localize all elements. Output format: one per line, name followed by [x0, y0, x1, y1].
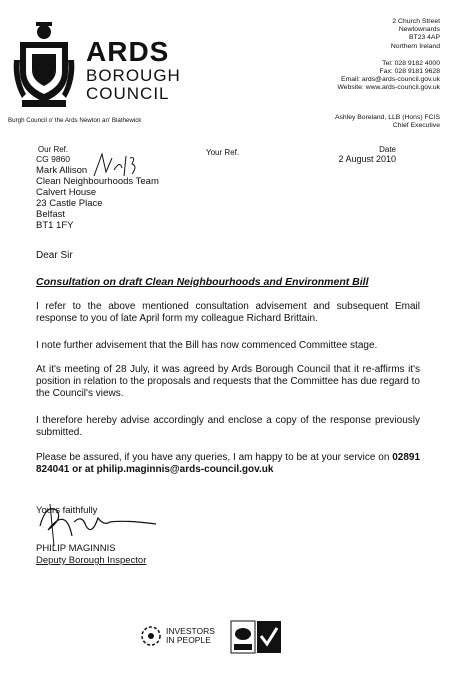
council-email[interactable]: Email: ards@ards-council.gov.uk: [341, 76, 440, 84]
council-address-block: [240, 18, 440, 93]
our-ref-label: Our Ref.: [37, 145, 69, 154]
investors-in-people-logo: [140, 625, 215, 647]
signatory-name: PHILIP MAGINNIS: [36, 543, 116, 554]
recipient-address: [36, 165, 159, 231]
our-ref-value: CG 9860: [36, 153, 71, 164]
date-value: 2 August 2010: [338, 153, 396, 164]
recipient-line: Belfast: [36, 209, 66, 220]
our-ref-block: [36, 146, 70, 163]
closing-paragraph-text: Please be assured, if you have any queries, I am happy to be at your service on: [36, 452, 390, 463]
date-label: Date: [379, 145, 396, 154]
recipient-line: Mark Allison: [36, 165, 88, 176]
chief-executive-title: Chief Executive: [392, 122, 440, 130]
body-paragraph: I therefore hereby advise accordingly and enclose a copy of the response previously submitted.: [36, 415, 420, 439]
council-name-line2: BOROUGH: [86, 66, 181, 85]
iip-line2: IN PEOPLE: [166, 635, 211, 645]
investors-in-people-icon: [140, 625, 162, 647]
council-crest-icon: [12, 20, 76, 110]
body-paragraph: At it's meeting of 28 July, it was agreed by Ards Borough Council that it re-affirms it's position in relation to the proposals and requests that the Committee has due regard to the Council's views.: [36, 364, 420, 400]
salutation: Dear Sir: [36, 250, 73, 261]
recipient-line: BT1 1FY: [36, 220, 74, 231]
your-ref-label: Your Ref.: [206, 148, 240, 157]
address-line: Northern Ireland: [390, 42, 440, 50]
recipient-line: Clean Neighbourhoods Team: [36, 176, 159, 187]
address-line: Newtownards: [398, 26, 440, 34]
contact-details[interactable]: 02891 824041 or at philip.maginnis@ards-council.gov.uk: [36, 452, 421, 476]
letter-subject: Consultation on draft Clean Neighbourhoods and Environment Bill: [36, 276, 369, 288]
closing-phrase: Yours faithfully: [36, 505, 98, 516]
signatory-block: [36, 543, 146, 567]
council-tel: Tel: 028 9182 4000: [382, 59, 440, 67]
address-line: 2 Church Street: [392, 18, 440, 25]
council-name-line3: COUNCIL: [86, 84, 170, 103]
recipient-line: 23 Castle Place: [36, 198, 103, 209]
body-paragraph: I refer to the above mentioned consultation advisement and subsequent Email response to you of late April form my colleague Richard Brittain.: [36, 301, 420, 325]
body-paragraph: I note further advisement that the Bill has now commenced Committee stage.: [36, 340, 378, 351]
council-fax: Fax: 028 9181 9628: [379, 68, 440, 76]
chief-executive-block: [220, 114, 440, 130]
council-tagline: Burgh Council o' the Ards Newton an' Blathewick: [8, 117, 142, 124]
iip-line1: INVESTORS: [166, 626, 215, 636]
iso-certification-icon: [230, 620, 282, 654]
council-website[interactable]: Website: www.ards-council.gov.uk: [337, 84, 440, 92]
date-block: [338, 146, 396, 163]
address-line: BT23 4AP: [409, 34, 440, 42]
council-logo-text: [86, 38, 181, 102]
council-name-line1: ARDS: [86, 36, 170, 67]
closing-paragraph: [36, 452, 420, 476]
chief-executive-name: Ashley Boreland, LLB (Hons) FCIS: [334, 114, 440, 121]
signatory-title: Deputy Borough Inspector: [36, 555, 147, 566]
recipient-line: Calvert House: [36, 187, 97, 198]
